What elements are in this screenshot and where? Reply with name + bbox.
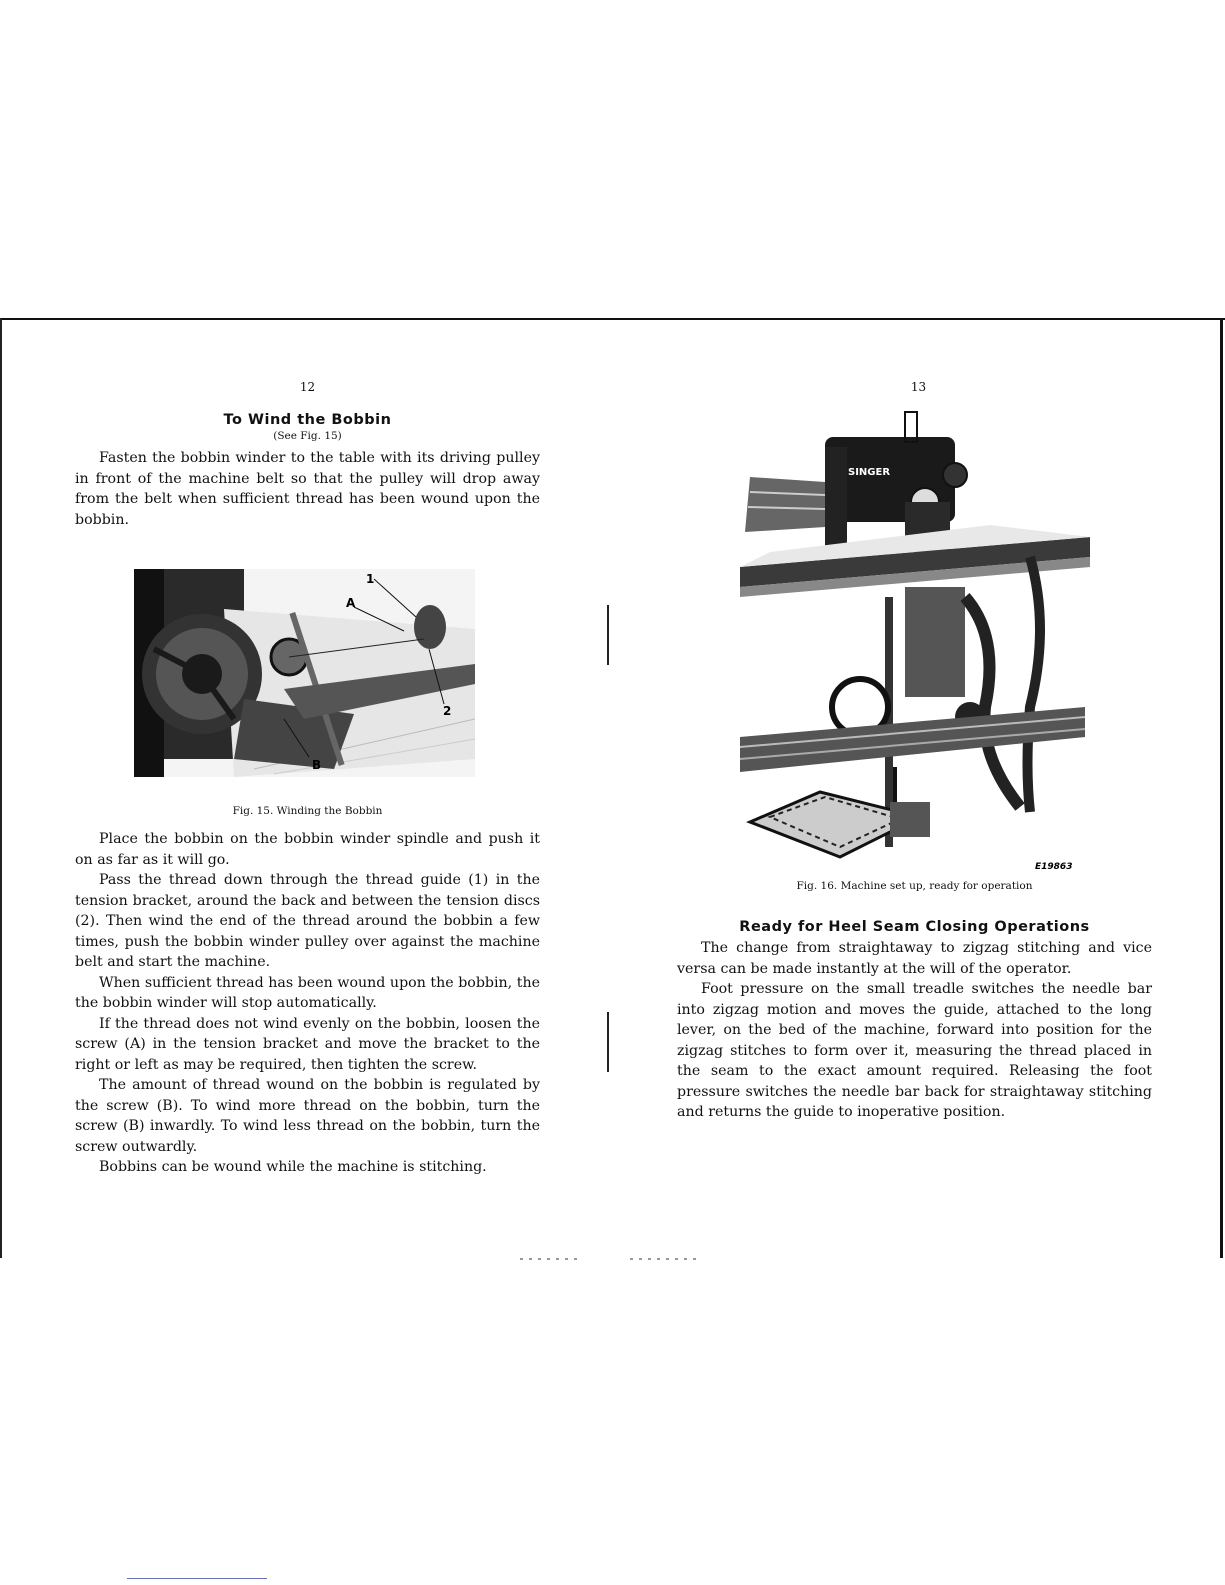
right-page bbox=[677, 380, 1152, 1120]
paragraph: When sufficient thread has been wound upon the bobbin, the the bobbin winder will stop automatically. bbox=[75, 974, 540, 1011]
section-heading: Ready for Heel Seam Closing Operations bbox=[739, 919, 1090, 935]
figure-16-caption: Fig. 16. Machine set up, ready for operation bbox=[796, 880, 1033, 892]
left-page bbox=[75, 380, 540, 1175]
section-heading: To Wind the Bobbin bbox=[223, 412, 392, 428]
body-text bbox=[75, 829, 540, 1178]
gutter-mark-lower bbox=[607, 1012, 609, 1072]
paragraph: If the thread does not wind evenly on the bobbin, loosen the screw (A) in the tension bracket and move the bracket to the right or left as may be required, then tighten the screw. bbox=[75, 1015, 540, 1073]
label-screw-a: A bbox=[346, 596, 356, 610]
label-screw-b: B bbox=[312, 758, 322, 772]
label-thread-guide-1: 1 bbox=[366, 572, 375, 586]
intro-paragraph: Fasten the bobbin winder to the table with its driving pulley in front of the machine belt so that the pulley will drop away from the belt when sufficient thread has been wound upon the bobbin. bbox=[75, 450, 540, 528]
scan-noise bbox=[630, 1258, 700, 1260]
scan-border-right bbox=[1220, 318, 1223, 1258]
footer-link-underline bbox=[127, 1578, 267, 1579]
machine-brand: SINGER bbox=[848, 467, 891, 478]
scan-noise bbox=[520, 1258, 580, 1260]
page-number: 12 bbox=[299, 380, 316, 394]
scan-border-top bbox=[0, 318, 1225, 320]
figure-15-caption: Fig. 15. Winding the Bobbin bbox=[232, 805, 383, 817]
body-text bbox=[677, 938, 1152, 1123]
label-tension-discs-2: 2 bbox=[443, 704, 452, 718]
figure-16-illustration bbox=[730, 407, 1105, 877]
paragraph: Place the bobbin on the bobbin winder spindle and push it on as far as it will go. bbox=[75, 831, 540, 868]
figure-reference: (See Fig. 15) bbox=[273, 430, 342, 442]
paragraph: Pass the thread down through the thread guide (1) in the tension bracket, around the back and between the tension discs (2). Then wind the end of the thread around the bobbin a few times, push the bobbin winder pulley over against the machine belt and start the machine. bbox=[75, 872, 540, 970]
paragraph: Bobbins can be wound while the machine is stitching. bbox=[99, 1159, 487, 1175]
paragraph: The amount of thread wound on the bobbin is regulated by the screw (B). To wind more thread on the bobbin, turn the screw (B) inwardly. To wind less thread on the bobbin, turn the screw outwardly. bbox=[75, 1077, 540, 1155]
gutter-mark-upper bbox=[607, 605, 609, 665]
scan-border-left bbox=[0, 318, 2, 1258]
paragraph: The change from straightaway to zigzag stitching and vice versa can be made instantly at the will of the operator. bbox=[677, 940, 1152, 977]
figure-code: E19863 bbox=[1035, 862, 1073, 872]
page-number: 13 bbox=[910, 380, 927, 394]
paragraph: Foot pressure on the small treadle switches the needle bar into zigzag motion and moves the guide, attached to the long lever, on the bed of the machine, forward into position for the zigzag stitches to form over it, measuring the thread placed in the seam to the exact amount required. Releasing the foot pressure switches the needle bar back for straightaway stitching and returns the guide to inoperative position. bbox=[677, 981, 1152, 1120]
figure-15-illustration bbox=[134, 569, 475, 777]
